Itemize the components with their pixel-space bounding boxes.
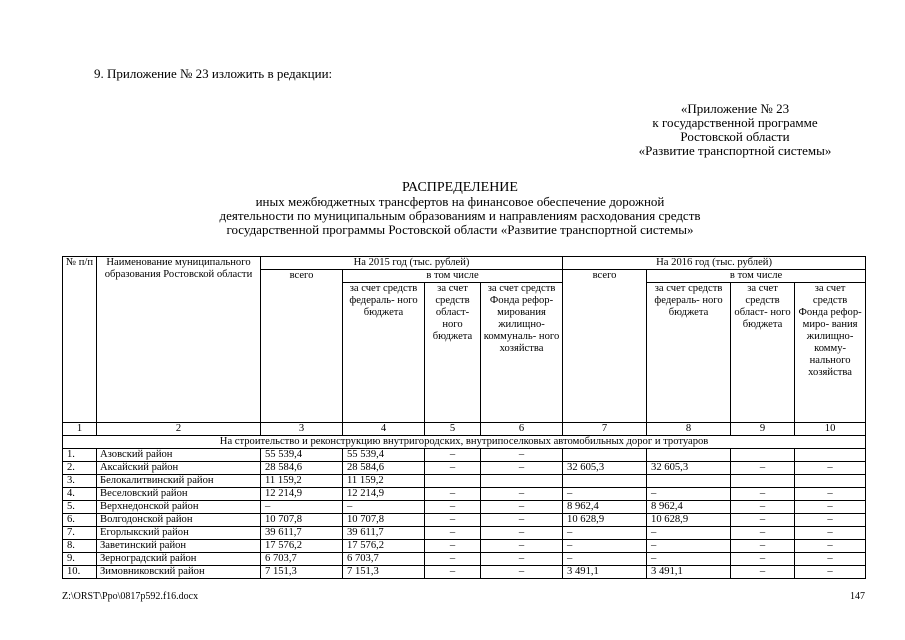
fund-2016: – [795,501,866,514]
header-year-2015: На 2015 год (тыс. рублей) [261,257,563,270]
federal-2015: 6 703,7 [343,553,425,566]
table-row [63,566,866,579]
regional-2015: – [425,514,481,527]
row-number: 6. [63,514,97,527]
regional-2016: – [731,488,795,501]
municipality-name: Зимовниковский район [97,566,261,579]
col-number: 7 [563,423,647,436]
total-2015: 17 576,2 [261,540,343,553]
data-rows [63,449,866,579]
title-line-1: иных межбюджетных трансфертов на финансовое обеспечение дорожной [255,194,665,209]
table-row [63,449,866,462]
regional-2015: – [425,449,481,462]
total-2015: 7 151,3 [261,566,343,579]
section-title: На строительство и реконструкцию внутригородских, внутрипоселковых автомобильных дорог и тротуаров [63,436,866,449]
municipality-name: Егорлыкский район [97,527,261,540]
regional-2016: – [731,553,795,566]
row-number: 10. [63,566,97,579]
municipality-name: Верхнедонской район [97,501,261,514]
document-title [100,180,820,237]
regional-2015: – [425,501,481,514]
total-2015: – [261,501,343,514]
footer-page-number: 147 [850,591,865,602]
title-line-2: деятельности по муниципальным образованиям и направлениям расходования средств [219,208,701,223]
regional-2016 [731,475,795,488]
col-number: 4 [343,423,425,436]
regional-2015: – [425,527,481,540]
row-number: 9. [63,553,97,566]
fund-2015: – [481,553,563,566]
col-number: 8 [647,423,731,436]
total-2015: 10 707,8 [261,514,343,527]
table-row [63,527,866,540]
municipality-name: Белокалитвинский район [97,475,261,488]
federal-2015: 28 584,6 [343,462,425,475]
municipality-name: Веселовский район [97,488,261,501]
col-number: 5 [425,423,481,436]
table-row [63,540,866,553]
federal-2016: – [647,553,731,566]
intro-text: 9. Приложение № 23 изложить в редакции: [94,66,333,81]
col-number: 1 [63,423,97,436]
row-number: 7. [63,527,97,540]
total-2016: 8 962,4 [563,501,647,514]
fund-2015: – [481,462,563,475]
total-2016: – [563,488,647,501]
federal-2015: 11 159,2 [343,475,425,488]
row-number: 5. [63,501,97,514]
federal-2016 [647,475,731,488]
table-row [63,488,866,501]
regional-2015: – [425,488,481,501]
municipality-name: Волгодонской район [97,514,261,527]
federal-2016: – [647,527,731,540]
federal-2015: 7 151,3 [343,566,425,579]
fund-2015: – [481,501,563,514]
appendix-line-4: «Развитие транспортной системы» [638,143,832,158]
fund-2015: – [481,449,563,462]
regional-2015: – [425,540,481,553]
column-number-row [63,423,866,436]
total-2015: 28 584,6 [261,462,343,475]
row-number: 1. [63,449,97,462]
col-number: 3 [261,423,343,436]
col-number: 9 [731,423,795,436]
header-fund-2016: за счет средств Фонда рефор- миро- вания жилищно- комму- нального хозяйства [795,283,866,423]
col-number: 2 [97,423,261,436]
header-regional-2016: за счет средств област- ного бюджета [731,283,795,423]
total-2015: 39 611,7 [261,527,343,540]
row-number: 4. [63,488,97,501]
fund-2016 [795,475,866,488]
federal-2015: 39 611,7 [343,527,425,540]
header-year-2016: На 2016 год (тыс. рублей) [563,257,866,270]
fund-2016: – [795,566,866,579]
appendix-line-3: Ростовской области [680,129,790,144]
table-row [63,514,866,527]
municipality-name: Зерноградский район [97,553,261,566]
regional-2016: – [731,566,795,579]
regional-2015: – [425,462,481,475]
fund-2015: – [481,514,563,527]
federal-2016 [647,449,731,462]
municipality-name: Азовский район [97,449,261,462]
fund-2016: – [795,540,866,553]
federal-2015: 17 576,2 [343,540,425,553]
total-2016 [563,449,647,462]
total-2016: 32 605,3 [563,462,647,475]
total-2016: – [563,540,647,553]
fund-2015: – [481,527,563,540]
distribution-table [62,256,866,579]
federal-2015: 12 214,9 [343,488,425,501]
title-main: РАСПРЕДЕЛЕНИЕ [402,180,518,195]
header-total-2016: всего [563,270,647,423]
total-2015: 55 539,4 [261,449,343,462]
municipality-name: Заветинский район [97,540,261,553]
federal-2016: – [647,488,731,501]
fund-2016: – [795,553,866,566]
row-number: 3. [63,475,97,488]
header-regional-2015: за счет средств област- ного бюджета [425,283,481,423]
fund-2016 [795,449,866,462]
header-federal-2016: за счет средств федераль- ного бюджета [647,283,731,423]
municipality-name: Аксайский район [97,462,261,475]
federal-2016: – [647,540,731,553]
table-row [63,462,866,475]
row-number: 8. [63,540,97,553]
total-2016: 3 491,1 [563,566,647,579]
federal-2015: – [343,501,425,514]
fund-2015: – [481,488,563,501]
total-2015: 6 703,7 [261,553,343,566]
appendix-header [600,102,870,158]
appendix-line-1: «Приложение № 23 [680,101,790,116]
federal-2016: 32 605,3 [647,462,731,475]
regional-2016: – [731,501,795,514]
regional-2015 [425,475,481,488]
federal-2015: 55 539,4 [343,449,425,462]
header-total-2015: всего [261,270,343,423]
row-number: 2. [63,462,97,475]
total-2016: – [563,527,647,540]
federal-2015: 10 707,8 [343,514,425,527]
regional-2016: – [731,514,795,527]
fund-2015 [481,475,563,488]
col-number: 10 [795,423,866,436]
total-2016: 10 628,9 [563,514,647,527]
footer-file-path: Z:\ORST\Ppo\0817p592.f16.docx [62,591,199,602]
regional-2016: – [731,462,795,475]
fund-2016: – [795,514,866,527]
regional-2015: – [425,553,481,566]
table-row [63,553,866,566]
header-including-2016: в том числе [647,270,866,283]
table-row [63,501,866,514]
regional-2016: – [731,527,795,540]
fund-2016: – [795,488,866,501]
header-including-2015: в том числе [343,270,563,283]
total-2015: 12 214,9 [261,488,343,501]
regional-2015: – [425,566,481,579]
federal-2016: 10 628,9 [647,514,731,527]
appendix-line-2: к государственной программе [652,115,818,130]
federal-2016: 8 962,4 [647,501,731,514]
fund-2015: – [481,540,563,553]
header-federal-2015: за счет средств федераль- ного бюджета [343,283,425,423]
section-row [63,436,866,449]
regional-2016 [731,449,795,462]
col-number: 6 [481,423,563,436]
fund-2015: – [481,566,563,579]
total-2016: – [563,553,647,566]
regional-2016: – [731,540,795,553]
header-fund-2015: за счет средств Фонда рефор- мирования жилищно- коммуналь- ного хозяйства [481,283,563,423]
header-num: № п/п [63,257,97,423]
title-line-3: государственной программы Ростовской области «Развитие транспортной системы» [226,222,694,237]
fund-2016: – [795,462,866,475]
federal-2016: 3 491,1 [647,566,731,579]
table-row [63,475,866,488]
total-2016 [563,475,647,488]
fund-2016: – [795,527,866,540]
total-2015: 11 159,2 [261,475,343,488]
header-name: Наименование муниципального образования Ростовской области [97,257,261,423]
